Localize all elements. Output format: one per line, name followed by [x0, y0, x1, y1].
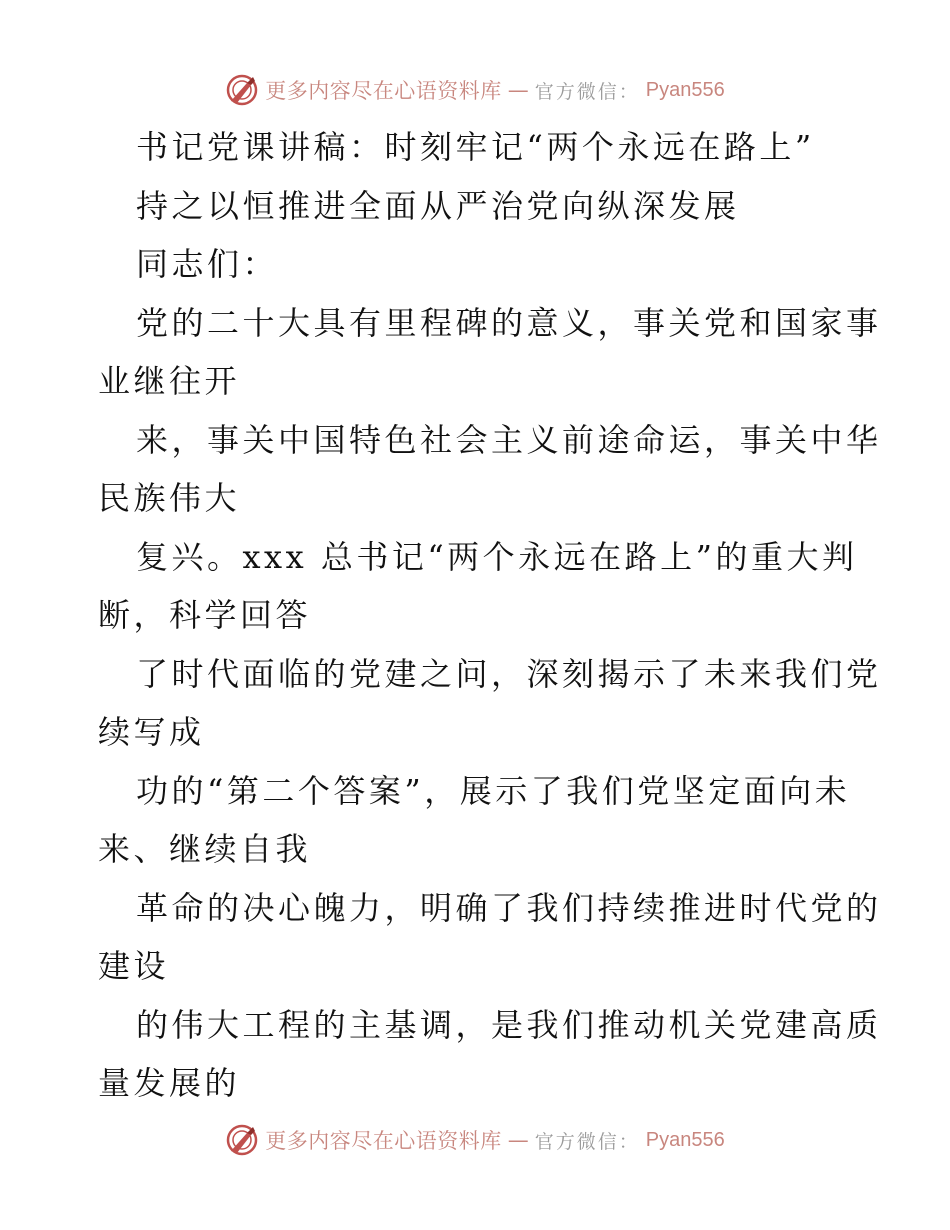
paragraph-line: 功的“第二个答案”，展示了我们党坚定面向未: [136, 771, 851, 810]
watermark-wechat-id: Pyan556: [645, 1128, 725, 1151]
salutation: 同志们：: [136, 245, 279, 283]
title-line-2: 持之以恒推进全面从严治党向纵深发展: [136, 186, 740, 225]
paragraph-line: 续写成: [98, 713, 205, 751]
paragraph-line: 了时代面临的党建之问，深刻揭示了未来我们党: [136, 654, 882, 693]
watermark-wechat-id: Pyan556: [645, 78, 725, 101]
watermark-dash: —: [507, 78, 529, 102]
footer-watermark: [0, 1120, 950, 1160]
watermark-official-label: 官方微信：: [534, 1130, 640, 1153]
paragraph-line: 党的二十大具有里程碑的意义，事关党和国家事: [136, 303, 882, 342]
paragraph-line: 业继往开: [98, 362, 241, 400]
document-body: [0, 118, 950, 1113]
watermark-brand-text: 更多内容尽在心语资料库: [265, 1129, 502, 1153]
paragraph-line: 建设: [98, 947, 170, 985]
paragraph-line: 断，科学回答: [98, 596, 312, 634]
pen-logo-icon: [225, 1123, 259, 1157]
watermark-dash: —: [507, 1128, 529, 1152]
pen-logo-icon: [225, 73, 259, 107]
watermark-brand-text: 更多内容尽在心语资料库: [265, 79, 502, 103]
paragraph-line: 民族伟大: [98, 479, 241, 517]
paragraph-line: 革命的决心魄力，明确了我们持续推进时代党的: [136, 888, 882, 927]
paragraph-line: 来，事关中国特色社会主义前途命运，事关中华: [136, 420, 882, 459]
header-watermark: [0, 70, 950, 110]
paragraph-line: 复兴。xxx 总书记“两个永远在路上”的重大判: [136, 537, 858, 576]
title-line-1: 书记党课讲稿：时刻牢记“两个永远在路上”: [136, 128, 815, 166]
paragraph-line: 量发展的: [98, 1064, 241, 1102]
paragraph-line: 来、继续自我: [98, 830, 312, 868]
watermark-official-label: 官方微信：: [534, 80, 640, 103]
paragraph-line: 的伟大工程的主基调，是我们推动机关党建高质: [136, 1005, 882, 1044]
